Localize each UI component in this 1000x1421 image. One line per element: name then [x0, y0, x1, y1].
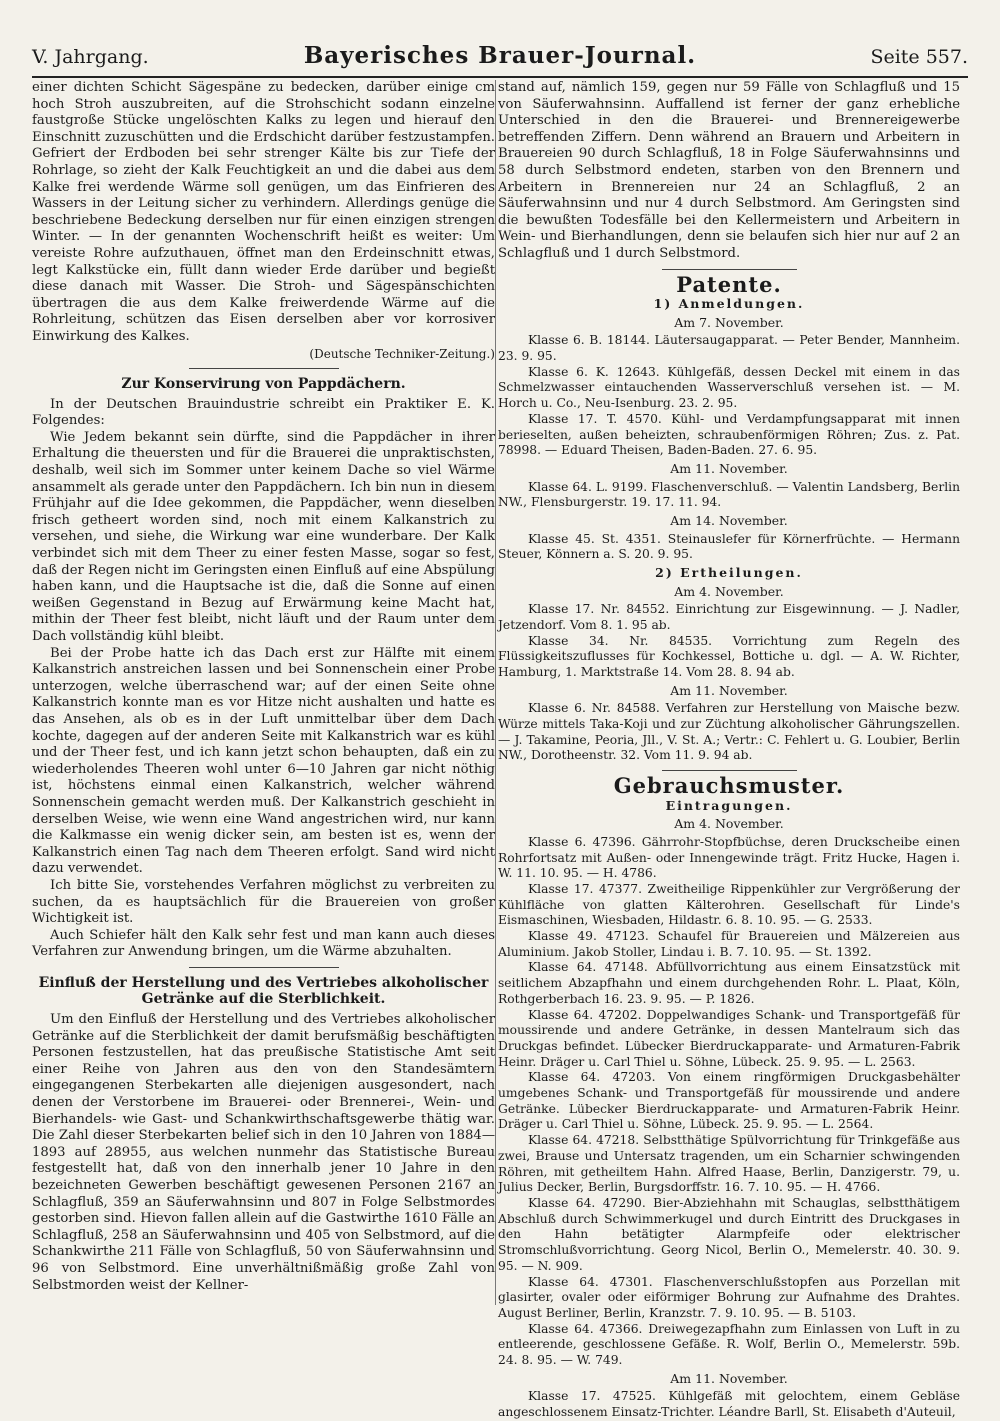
page-header — [32, 40, 968, 78]
patent-entry: Klasse 17. Nr. 84552. Einrichtung zur Eisgewinnung. — J. Nadler, Jetzendorf. Vom 8. 1. 95 ab. — [498, 602, 960, 632]
article-title-pappdaecher: Zur Konservirung von Pappdächern. — [121, 376, 406, 393]
article-paragraph: Um den Einfluß der Herstellung und des Vertriebes alkoholischer Getränke auf die Sterblichkeit der damit berufsmäßig beschäftigten Personen festzustellen, hat das preußische Statistische Amt seit einer Reihe von Jahren aus den von den Standesämtern eingegangenen Sterbekarten alle diejenigen ausgesondert, nach denen der Verstorbene im Brauerei- oder Brennerei-, Wein- und Bierhandels- wie Gast- und Schankwirthschaftsgewerbe thätig war. Die Zahl dieser Sterbekarten belief sich in den 10 Jahren von 1884—1893 auf 28955, aus welchen nunmehr das Statistische Bureau festgestellt hat, daß von den innerhalb jener 10 Jahre in den bezeichneten Gewerben beschäftigt gewesenen Personen 2167 an Schlagfluß, 359 an Säuferwahnsinn und 807 in Folge Selbstmordes gestorben sind. Hievon fallen allein auf die Gastwirthe 1610 Fälle an Schlagfluß, 258 an Säuferwahnsinn und 405 von Selbstmord, auf die Schankwirthe 211 Fälle von Schlagfluß, 50 von Säuferwahnsinn und 96 von Selbstmord. Eine unverhältnißmäßig große Zahl von Selbstmorden weist der Kellner- — [32, 1012, 495, 1293]
volume-label: V. Jahrgang. — [32, 46, 149, 68]
journal-title: Bayerisches Brauer-Journal. — [303, 42, 697, 69]
patent-entry: Klasse 6. Nr. 84588. Verfahren zur Herstellung von Maische bezw. Würze mittels Taka-Koji und zur Züchtung alkoholischer Gährungszellen. — J. Takamine, Peoria, Jll., V. St. A.; Vertr.: C. Fehlert u. G. Loubier, Berlin NW., Dorotheenstr. 32. Vom 11. 9. 94 ab. — [498, 701, 960, 763]
article-paragraph: Auch Schiefer hält den Kalk sehr fest und man kann auch dieses Verfahren zur Anwendung bringen, um die Wärme abzuhalten. — [32, 927, 495, 960]
patent-entry: Klasse 64. L. 9199. Flaschenverschluß. — Valentin Landsberg, Berlin NW., Flensburgerstr. 19. 17. 11. 94. — [498, 479, 960, 510]
utility-model-entry: Klasse 17. 47525. Kühlgefäß mit gelochtem, einem Gebläse angeschlossenem Einsatz-Trichter. Léandre Barll, St. Elisabeth d'Auteuil, — [498, 1389, 960, 1420]
intro-paragraph: einer dichten Schicht Sägespäne zu bedecken, darüber einige cm hoch Stroh auszubreiten, auf die Strohschicht sodann einzelne faustgroße Stücke ungelöschten Kalks zu legen und hierauf den Einschnitt zuzuschütten und die Erdschicht darüber festzustampfen. Gefriert der Erdboden bei sehr strenger Kälte bis zur Tiefe der Rohrlage, so zieht der Kalk Feuchtigkeit an und die dabei aus dem Kalke frei werdende Wärme soll genügen, um das Einfrieren des Wassers in der Leitung sicher zu verhindern. Allerdings genüge die beschriebene Bedeckung derselben nur für einen einzigen strengen Winter. — In der genannten Wochenschrift heißt es weiter: Um vereiste Rohre aufzuthauen, öffnet man den Erdeinschnitt etwas, legt Kalkstücke ein, füllt dann wieder Erde darüber und begießt diese danach mit Wasser. Die Stroh- und Sägespänschichten übertragen die aus dem Kalke freiwerdende Wärme auf die Rohrleitung, schützen das Eisen derselben aber vor korrosiver Einwirkung des Kalkes. — [32, 80, 495, 344]
subsection-title: 1) Anmeldungen. — [653, 296, 805, 312]
date-heading: Am 11. November. — [670, 460, 788, 476]
utility-model-entry: Klasse 17. 47377. Zweitheilige Rippenkühler zur Vergrößerung der Kühlfläche von glatten Kälterohren. Gesellschaft für Linde's Eismaschinen, Wiesbaden, Hildastr. 6. 8. 10. 95. — G. 2533. — [498, 881, 960, 928]
section-divider — [189, 967, 339, 968]
section-divider — [662, 269, 797, 270]
date-heading: Am 11. November. — [670, 682, 788, 698]
section-divider — [662, 770, 797, 771]
article-paragraph: Ich bitte Sie, vorstehendes Verfahren möglichst zu verbreiten zu suchen, da es hauptsächlich für die Brauereien von großer Wichtigkeit ist. — [32, 877, 495, 927]
utility-model-entry: Klasse 64. 47218. Selbstthätige Spülvorrichtung für Trinkgefäße aus zwei, Brause und Untersatz tragenden, um ein Scharnier schwingenden Röhren, mit getheiltem Hahn. Alfred Haase, Berlin, Danzigerstr. 79, u. Julius Decker, Berlin, Burgsdorffstr. 16. 7. 10. 95. — H. 4766. — [498, 1133, 960, 1195]
continuation-paragraph: stand auf, nämlich 159, gegen nur 59 Fälle von Schlagfluß und 15 von Säuferwahnsinn. Auffallend ist ferner der ganz erhebliche Unterschied in den die Brauerei- und Brennereigewerbe betreffenden Ziffern. Denn während an Brauern und Arbeitern in Brauereien 90 durch Schlagfluß, 18 in Folge Säuferwahnsinns und 58 durch Selbstmord endeten, starben von den Brennern und Arbeitern in Brennereien nur 24 an Schlagfluß, 2 an Säuferwahnsinn und nur 4 durch Selbstmord. Am Geringsten sind die bewußten Todesfälle bei den Kellermeistern und Arbeitern in Wein- und Bierhandlungen, denn sie belaufen sich hier nur auf 2 an Schlagfluß und 1 durch Selbstmord. — [498, 80, 960, 261]
article-paragraph: In der Deutschen Brauindustrie schreibt ein Praktiker E. K. Folgendes: — [32, 396, 495, 429]
utility-model-entry: Klasse 64. 47301. Flaschenverschlußstopfen aus Porzellan mit glasirter, ovaler oder eiförmiger Bohrung zur Aufnahme des Drahtes. August Berliner, Berlin, Kranzstr. 7. 9. 10. 95. — B. 5103. — [498, 1274, 960, 1320]
column-rule — [495, 80, 496, 1305]
utility-model-entry: Klasse 64. 47290. Bier-Abziehhahn mit Schauglas, selbstthätigem Abschluß durch Schwimmerkugel und durch Eintritt des Druckgases in den Hahn betätigter Alarmpfeife oder elektrischer Stromschlußvorrichtung. Georg Nicol, Berlin O., Memelerstr. 40. 30. 9. 95. — N. 909. — [498, 1196, 960, 1273]
date-heading: Am 11. November. — [670, 1370, 788, 1386]
page-number: Seite 557. — [870, 46, 968, 68]
subsection-title: 2) Ertheilungen. — [655, 564, 803, 580]
utility-model-entry: Klasse 64. 47203. Von einem ringförmigen Druckgasbehälter umgebenes Schank- und Transportgefäß für moussirende und andere Getränke. Lübecker Bierdruckapparate- und Armaturen-Fabrik Heinr. Dräger u. Carl Thiel u. Söhne, Lübeck. 25. 9. 95. — L. 2564. — [498, 1070, 960, 1132]
date-heading: Am 7. November. — [674, 314, 784, 330]
subsection-title: Eintragungen. — [665, 797, 793, 813]
patent-entry: Klasse 45. St. 4351. Steinauslefer für Körnerfrüchte. — Hermann Steuer, Könnern a. S. 20. 9. 95. — [498, 531, 960, 562]
utility-model-entry: Klasse 64. 47202. Doppelwandiges Schank- und Transportgefäß für moussirende und andere Getränke, in dessen Mantelraum sich das Druckgas befindet. Lübecker Bierdruckapparate- und Armaturen-Fabrik Heinr. Dräger u. Carl Thiel u. Söhne, Lübeck. 25. 9. 95. — L. 2563. — [498, 1007, 960, 1069]
article-title-sterblichkeit: Einfluß der Herstellung und des Vertriebes alkoholischer Getränke auf die Sterblichkeit. — [38, 974, 489, 1008]
utility-model-entry: Klasse 64. 47366. Dreiwegezapfhahn zum Einlassen von Luft in zu entleerende, geschlossene Gefäße. R. Wolf, Berlin O., Memelerstr. 59b. 24. 8. 95. — W. 749. — [498, 1321, 960, 1368]
right-column — [498, 80, 960, 1421]
date-heading: Am 4. November. — [674, 583, 784, 599]
patent-entry: Klasse 17. T. 4570. Kühl- und Verdampfungsapparat mit innen berieselten, außen beheizten, schraubenförmigen Röhren; Zus. z. Pat. 78998. — Eduard Theisen, Baden-Baden. 27. 6. 95. — [498, 411, 960, 458]
patent-entry: Klasse 6. B. 18144. Läutersaugapparat. — Peter Bender, Mannheim. 23. 9. 95. — [498, 333, 960, 364]
article-paragraph: Wie Jedem bekannt sein dürfte, sind die Pappdächer in ihrer Erhaltung die theuersten und für die Brauerei die unpraktischsten, deshalb, weil sich im Sommer unter keinem Dache so viel Wärme ansammelt als gerade unter den Pappdächern. Ich bin nun in diesem Frühjahr auf die Idee gekommen, die Pappdächer, wenn dieselben frisch getheert worden sind, noch mit einem Kalkanstrich zu versehen, und siehe, die Wirkung war eine wunderbare. Der Kalk verbindet sich mit dem Theer zu einer festen Masse, sogar so fest, daß der Regen nicht im Geringsten einen Einfluß auf eine Abspülung haben kann, und die Hauptsache ist die, daß die Sonne auf einen weißen Gegenstand in Bezug auf Erwärmung keine Macht hat, mithin der Theer fest bleibt, nicht läuft und der Raum unter dem Dach vollständig kühl bleibt. — [32, 429, 495, 644]
utility-model-entry: Klasse 6. 47396. Gährrohr-Stopfbüchse, deren Druckscheibe einen Rohrfortsatz mit Außen- oder Innengewinde trägt. Fritz Hucke, Hagen i. W. 11. 10. 95. — H. 4786. — [498, 834, 960, 881]
utility-model-entry: Klasse 49. 47123. Schaufel für Brauereien und Mälzereien aus Aluminium. Jakob Stoller, Lindau i. B. 7. 10. 95. — St. 1392. — [498, 929, 960, 959]
date-heading: Am 4. November. — [674, 816, 784, 832]
patent-entry: Klasse 6. K. 12643. Kühlgefäß, dessen Deckel mit einem in das Schmelzwasser eintauchenden Wasserverschluß versehen ist. — M. Horch u. Co., Neu-Isenburg. 23. 2. 95. — [498, 364, 960, 411]
article-paragraph: Bei der Probe hatte ich das Dach erst zur Hälfte mit einem Kalkanstrich anstreichen lassen und bei Sonnenschein einer Probe unterzogen, welche überraschend war; auf der einen Seite ohne Kalkanstrich konnte man es vor Hitze nicht aushalten und hatte es das Ansehen, als ob es in der Luft unmittelbar über dem Dach kochte, dagegen auf der anderen Seite mit Kalkanstrich war es kühl und der Theer fest, und ich kann jetzt schon behaupten, daß ein zu wiederholendes Theeren wohl unter 6—10 Jahren gar nicht nöthig ist, höchstens einmal einen Kalkanstrich, welcher während Sonnenschein gemacht werden muß. Der Kalkanstrich geschieht in derselben Weise, wie wenn eine Wand angestrichen wird, nur kann die Kalkmasse ein wenig dicker sein, am besten ist es, wenn der Kalkanstrich einen Tag nach dem Theeren erfolgt. Sand wird nicht dazu verwendet. — [32, 645, 495, 877]
utility-model-entry: Klasse 64. 47148. Abfüllvorrichtung aus einem Einsatzstück mit seitlichem Abzapfhahn und einem durchgehenden Rohr. L. Plaat, Köln, Rothgerberbach 16. 23. 9. 95. — P. 1826. — [498, 960, 960, 1006]
section-title-patente: Patente. — [676, 271, 782, 297]
section-title-gebrauchsmuster: Gebrauchsmuster. — [613, 773, 845, 799]
section-divider — [189, 368, 339, 369]
patent-entry: Klasse 34. Nr. 84535. Vorrichtung zum Regeln des Flüssigkeitszuflusses für Kochkessel, Bottiche u. dgl. — A. W. Richter, Hamburg, 1. Marktstraße 14. Vom 28. 8. 94 ab. — [498, 633, 960, 679]
source-citation: (Deutsche Techniker-Zeitung.) — [309, 346, 495, 361]
date-heading: Am 14. November. — [670, 512, 788, 528]
left-column — [32, 80, 495, 1294]
